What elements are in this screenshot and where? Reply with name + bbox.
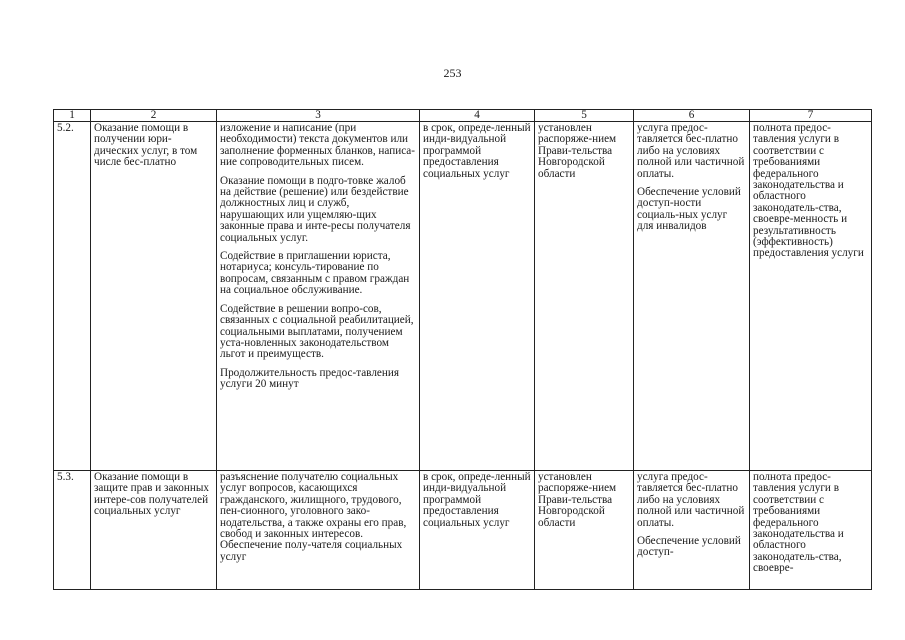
quality-text: полнота предос-тавления услуги в соответствии с требованиями федерального законодательства и областного законодатель-ства, своевре- xyxy=(753,472,844,575)
service-term: в срок, опреде-ленный инди-видуальной программой предоставления социальных услуг xyxy=(420,471,535,590)
description-paragraph: Продолжительность предос-тавления услуги 20 минут xyxy=(220,366,399,391)
description-paragraph: Содействие в приглашении юриста, нотариуса; консуль-тирование по вопросам, связанным с правом граждан на социальное обслуживание. xyxy=(220,250,410,297)
description-paragraph: изложение и написание (при необходимости) текста документов или заполнение форменных бланков, написа-ние сопроводительных писем. xyxy=(220,122,415,169)
description-paragraph: разъяснение получателю социальных услуг вопросов, касающихся гражданского, жилищного, трудового, пен-сионного, уголовного зако-нодательства, а также охраны его прав, свобод и законных интересов. Обеспечение полу-чателя социальных услуг xyxy=(220,472,407,563)
service-description xyxy=(217,471,420,590)
column-header: 3 xyxy=(217,110,420,122)
service-norm: установлен распоряже-нием Прави-тельства Новгородской области xyxy=(535,122,634,471)
service-term: в срок, опреде-ленный инди-видуальной программой предоставления социальных услуг xyxy=(420,122,535,471)
services-table xyxy=(53,109,872,590)
service-conditions xyxy=(634,471,750,590)
table-row xyxy=(54,471,872,590)
column-header: 4 xyxy=(420,110,535,122)
row-number: 5.3. xyxy=(54,471,91,590)
description-paragraph: Содействие в решении вопро-сов, связанных с социальной реабилитацией, социальными выплатами, получением уста-новленных законодательством льгот и преимуществ. xyxy=(220,302,414,361)
column-header: 6 xyxy=(634,110,750,122)
header-row xyxy=(54,110,872,122)
table-row xyxy=(54,122,872,471)
service-name: Оказание помощи в защите прав и законных интере-сов получателей социальных услуг xyxy=(91,471,217,590)
conditions-paragraph: услуга предос-тавляется бес-платно либо на условиях полной или частичной оплаты. xyxy=(637,122,745,180)
conditions-paragraph: услуга предос-тавляется бес-платно либо на условиях полной или частичной оплаты. xyxy=(637,472,745,529)
conditions-paragraph: Обеспечение условий доступ- xyxy=(637,535,741,559)
row-number: 5.2. xyxy=(54,122,91,471)
column-header: 2 xyxy=(91,110,217,122)
column-header: 1 xyxy=(54,110,91,122)
service-conditions xyxy=(634,122,750,471)
description-paragraph: Оказание помощи в подго-товке жалоб на действие (решение) или бездействие должностных лиц и служб, нарушающих или ущемляю-щих законные права и инте-ресы получателя социальных услуг. xyxy=(220,174,411,244)
service-quality xyxy=(750,471,872,590)
service-description xyxy=(217,122,420,471)
column-header: 7 xyxy=(750,110,872,122)
service-norm: установлен распоряже-нием Прави-тельства Новгородской области xyxy=(535,471,634,590)
conditions-paragraph: Обеспечение условий доступ-ности социаль-ных услуг для инвалидов xyxy=(637,186,741,233)
service-quality: полнота предос-тавления услуги в соответствии с требованиями федерального законодательства и областного законодатель-ства, своевре-менность и результативность (эффективность) предоставления услуги xyxy=(750,122,872,471)
column-header: 5 xyxy=(535,110,634,122)
page-number: 253 xyxy=(443,66,462,80)
service-name: Оказание помощи в получении юри-дических услуг, в том числе бес-платно xyxy=(91,122,217,471)
